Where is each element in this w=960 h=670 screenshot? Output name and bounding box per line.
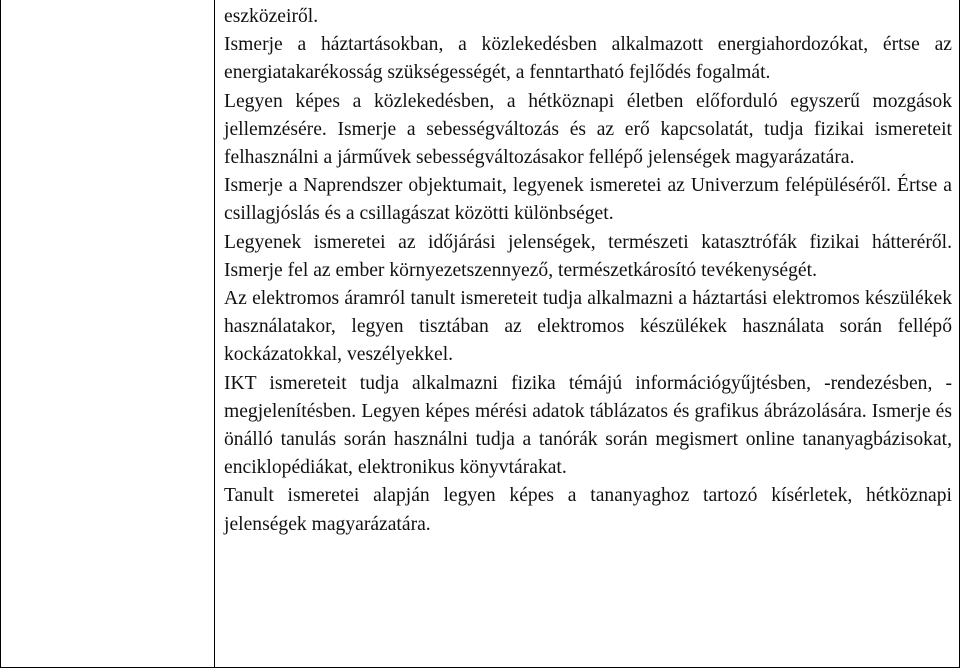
paragraph-electricity: Az elektromos áramról tanult ismereteit tudja alkalmazni a háztartási elektromos készülékek használatakor, legyen tisztában az elektromos készülékek használata során fellépő kockázatokkal, veszélyekkel. xyxy=(224,288,952,366)
paragraph-ict: IKT ismereteit tudja alkalmazni fizika témájú információgyűjtésben, -rendezésben, -megjelenítésben. Legyen képes mérési adatok táblázatos és grafikus ábrázolására. Ismerje és önálló tanulás során használni tudja a tanórák során megismert online tananyagbázisokat, enciklopédiákat, elektronikus könyvtárakat. xyxy=(224,372,952,479)
paragraph-motion: Legyen képes a közlekedésben, a hétköznapi életben előforduló egyszerű mozgások jellemzésére. Ismerje a sebességváltozás és az erő kapcsolatát, tudja fizikai ismereteit felhasználni a járművek sebességváltozásakor fellépő jelenségek magyarázatára. xyxy=(224,90,952,169)
paragraph-equipment: eszközeiről. xyxy=(224,6,319,27)
paragraph-experiments: Tanult ismeretei alapján legyen képes a tananyaghoz tartozó kísérletek, hétköznapi jelenségek magyarázatára. xyxy=(224,485,952,535)
paragraph-solar-system: Ismerje a Naprendszer objektumait, legyenek ismeretei az Univerzum felépüléséről. Értse a csillagjóslás és a csillagászat közötti különbséget. xyxy=(224,175,952,225)
table-right-cell xyxy=(215,0,960,667)
paragraph-weather: Legyenek ismeretei az időjárási jelenségek, természeti katasztrófák fizikai hátteréről. Ismerje fel az ember környezetszennyező, természetkárosító tevékenységét. xyxy=(224,231,952,281)
table-left-cell xyxy=(0,0,215,667)
paragraph-energy: Ismerje a háztartásokban, a közlekedésben alkalmazott energiahordozókat, értse az energiatakarékosság szükségességét, a fenntartható fejlődés fogalmát. xyxy=(224,34,952,84)
